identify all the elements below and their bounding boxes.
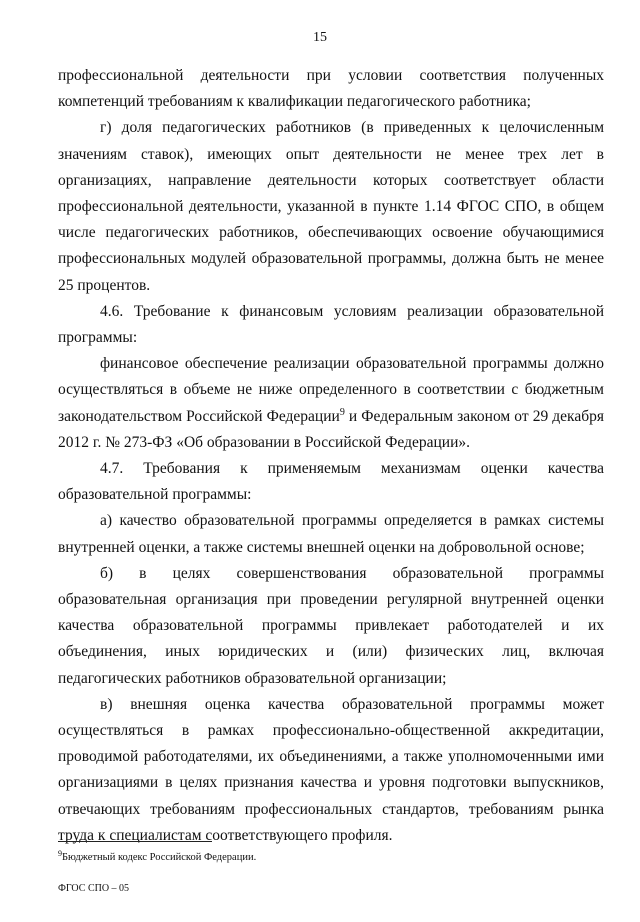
footnote — [58, 849, 256, 863]
paragraph-internal-assessment: а) качество образовательной программы определяется в рамках системы внутренней оценки, а также системы внешней оценки на добровольной основе; — [58, 512, 604, 556]
footnote-divider — [58, 841, 212, 842]
footnote-text: Бюджетный кодекс Российской Федерации. — [62, 852, 257, 863]
document-body — [58, 63, 604, 849]
paragraph-4-6-heading: 4.6. Требование к финансовым условиям реализации образовательной программы: — [58, 302, 604, 347]
paragraph-teacher-share: г) доля педагогических работников (в приведенных к целочисленным значениям ставок), имеющих опыт деятельности не менее трех лет в организациях, направление деятельности которых соответствует области профессиональной деятельности, указанной в пункте 1.14 ФГОС СПО, в общем числе педагогических работников, обеспечивающих освоение обучающимися профессиональных модулей образовательной программы, должна быть не менее 25 процентов. — [58, 119, 604, 294]
paragraph-financing — [58, 351, 604, 456]
paragraph-4-7-heading: 4.7. Требования к применяемым механизмам оценки качества образовательной программы: — [58, 460, 604, 504]
document-code: ФГОС СПО – 05 — [58, 883, 130, 894]
financing-text-part2: и Федеральным законом от 29 декабря 2012 г. № 273-ФЗ «Об образовании в Российской Федерации». — [58, 407, 604, 451]
footnote-marker: 9 — [58, 849, 62, 858]
paragraph-improvement: б) в целях совершенствования образовательной программы образовательная организация при проведении регулярной внутренней оценки качества образовательной программы привлекает работодателей и их объединения, иных юридических и (или) физических лиц, включая педагогических работников образовательной организации; — [58, 564, 604, 687]
page-number: 15 — [313, 30, 327, 45]
financing-text-part1: финансовое обеспечение реализации образовательной программы должно осуществляться в объеме не ниже определенного в соответствии с бюджетным законодательством Российской Федерации — [58, 355, 604, 425]
footnote-reference: 9 — [339, 406, 345, 418]
paragraph-competencies: профессиональной деятельности при условии соответствия полученных компетенций требованиям к квалификации педагогического работника; — [58, 67, 604, 111]
paragraph-external-assessment: в) внешняя оценка качества образовательной программы может осуществляться в рамках профессионально-общественной аккредитации, проводимой работодателями, их объединениями, а также уполномоченными ими организациями в целях признания качества и уровня подготовки выпускников, отвечающих требованиям профессиональных стандартов, требованиям рынка труда к специалистам соответствующего профиля. — [58, 695, 604, 844]
